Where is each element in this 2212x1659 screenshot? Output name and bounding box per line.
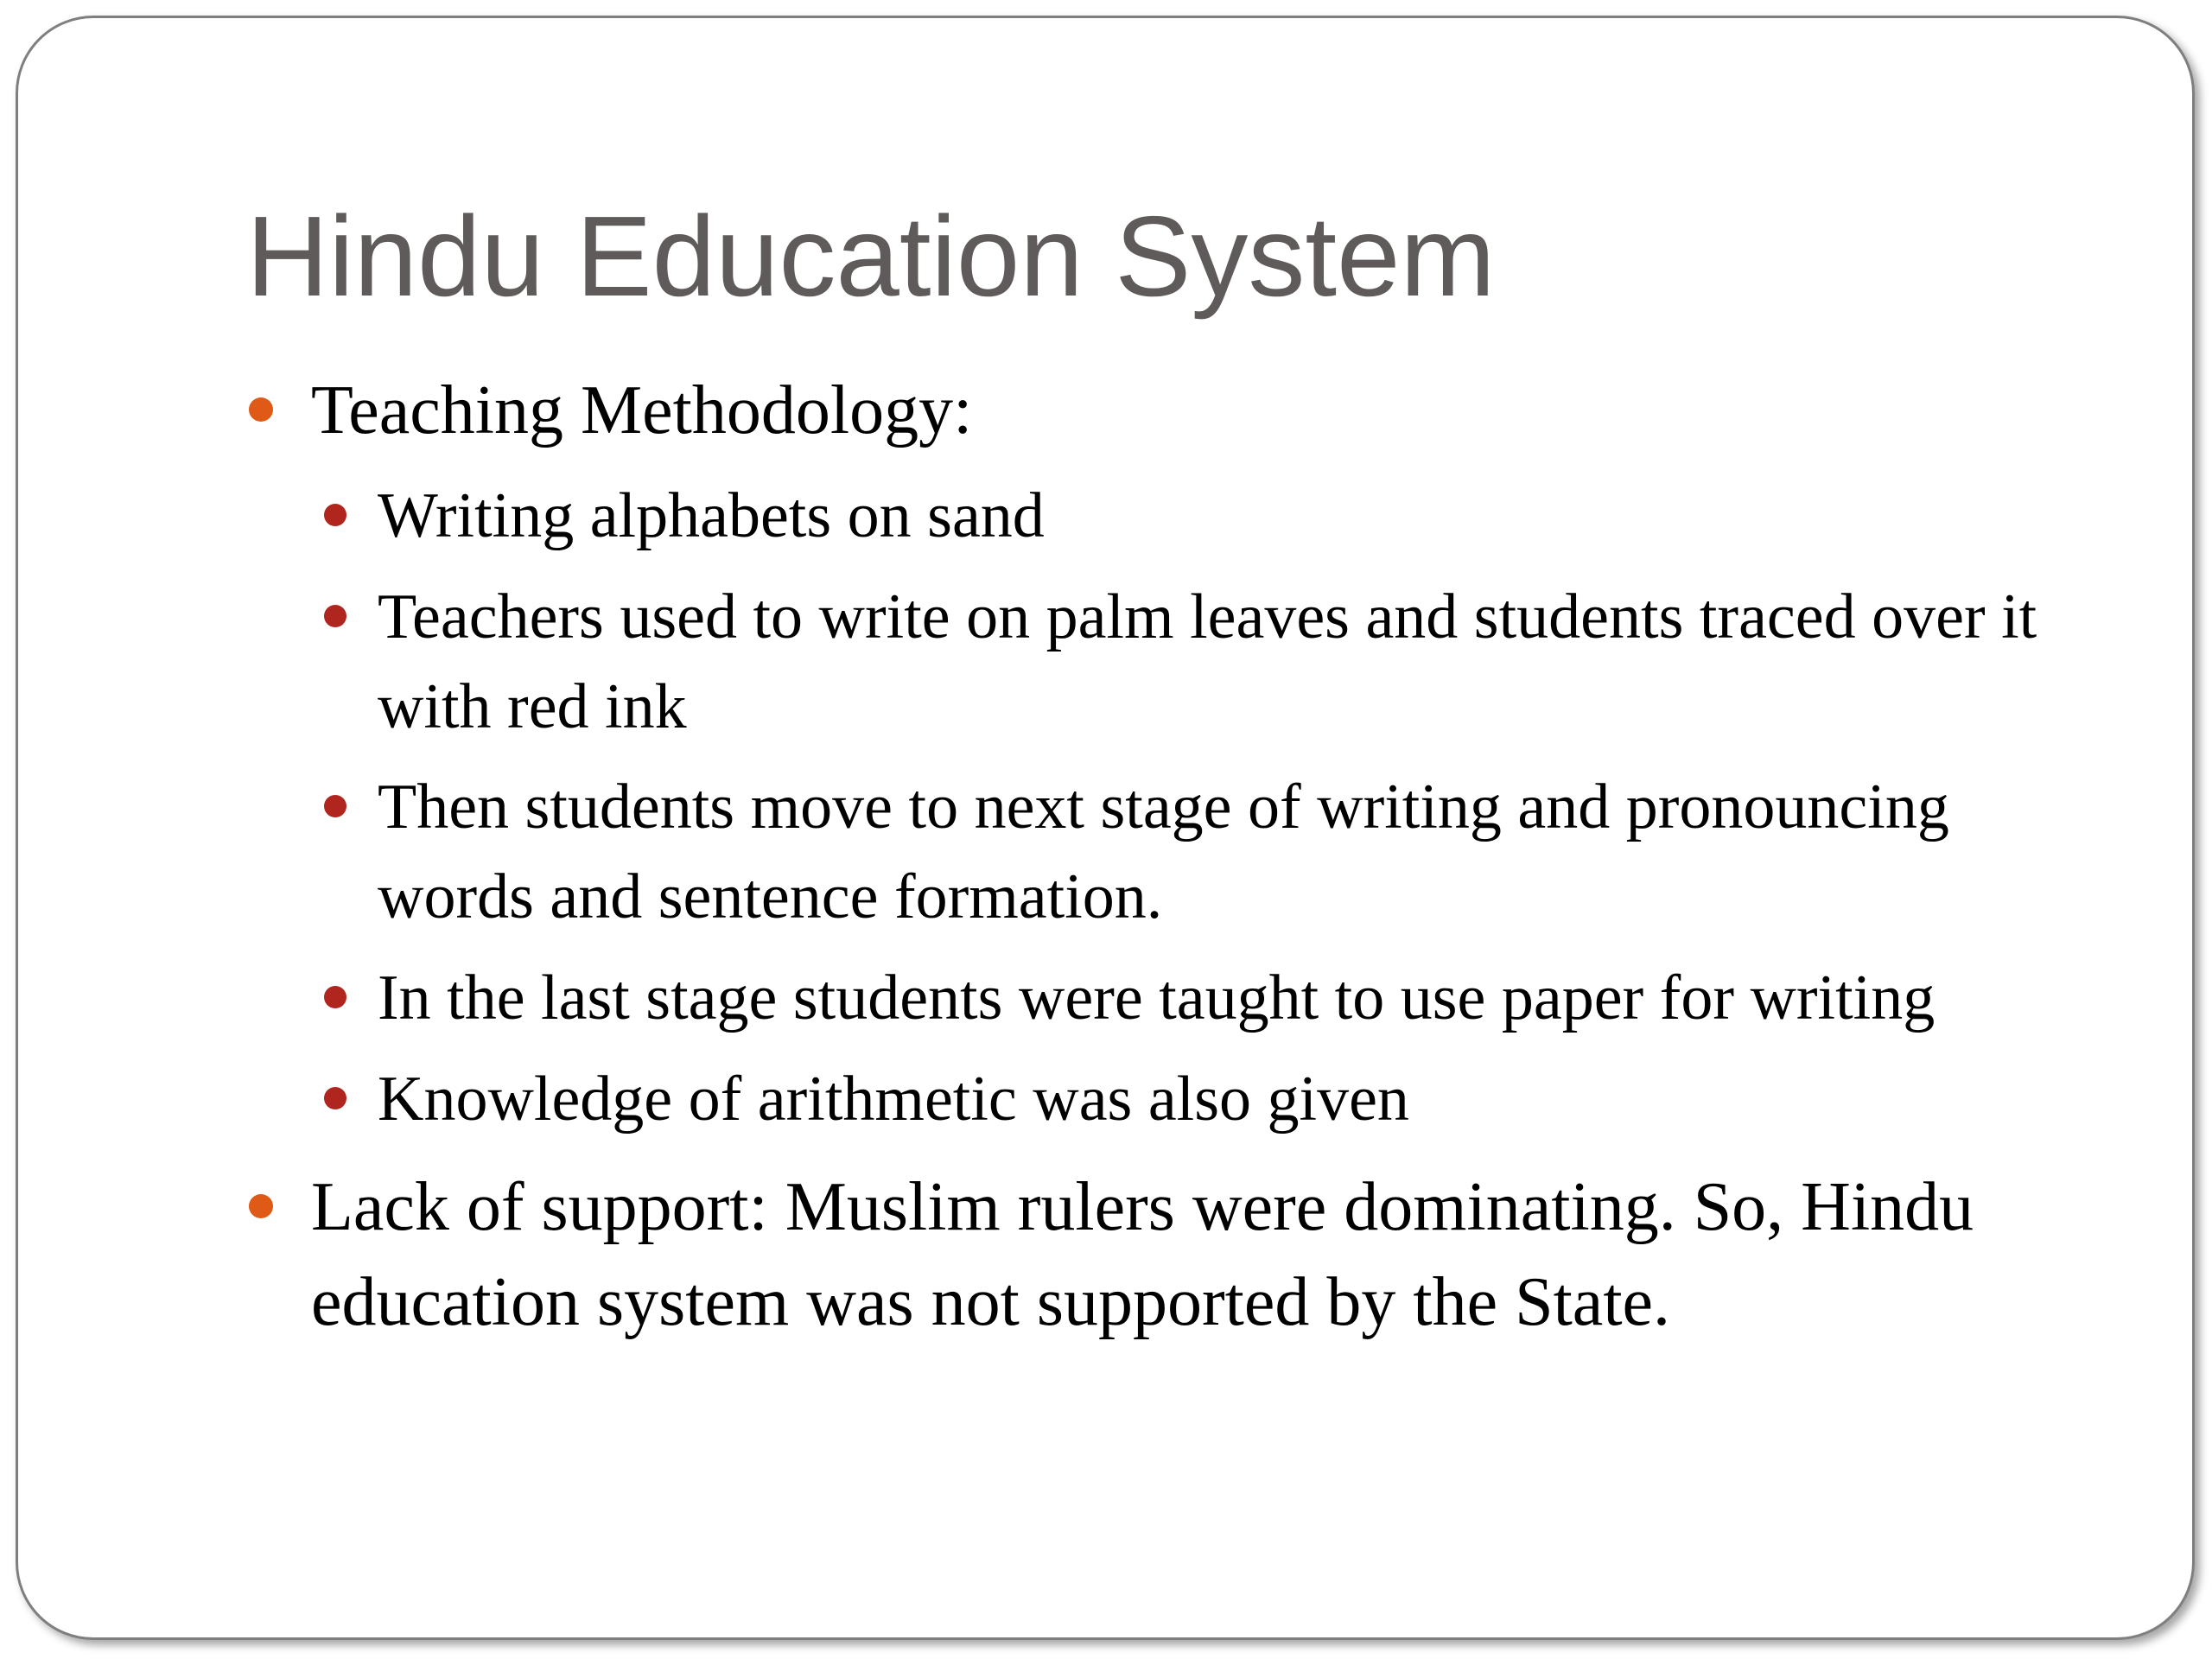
bullet-dot-icon [324, 986, 346, 1008]
bullet-teaching-methodology [311, 363, 2048, 458]
sub-bullet-writing-alphabets [378, 471, 2063, 561]
slide-title: Hindu Education System [246, 193, 1496, 320]
bullet-text: Teaching Methodology: [311, 372, 973, 448]
bullet-text: In the last stage students were taught to use paper for writing [378, 963, 1936, 1033]
bullet-text: Writing alphabets on sand [378, 480, 1045, 551]
sub-bullet-arithmetic [378, 1054, 2063, 1144]
bullet-lack-of-support [311, 1160, 2048, 1350]
sub-bullet-last-stage [378, 953, 2063, 1043]
bullet-text: Teachers used to write on palm leaves and students traced over it with red ink [378, 582, 2037, 742]
sub-bullet-next-stage [378, 762, 2063, 942]
bullet-dot-icon [324, 504, 346, 526]
bullet-dot-icon [249, 397, 273, 422]
bullet-dot-icon [249, 1194, 273, 1218]
bullet-text: Then students move to next stage of writing and pronouncing words and sentence formation. [378, 772, 1949, 932]
bullet-dot-icon [324, 795, 346, 817]
sub-bullet-palm-leaves [378, 572, 2063, 752]
bullet-dot-icon [324, 1087, 346, 1109]
bullet-text: Lack of support: Muslim rulers were dominating. So, Hindu education system was not supported by the State. [311, 1169, 1974, 1340]
bullet-text: Knowledge of arithmetic was also given [378, 1064, 1409, 1135]
bullet-dot-icon [324, 605, 346, 627]
